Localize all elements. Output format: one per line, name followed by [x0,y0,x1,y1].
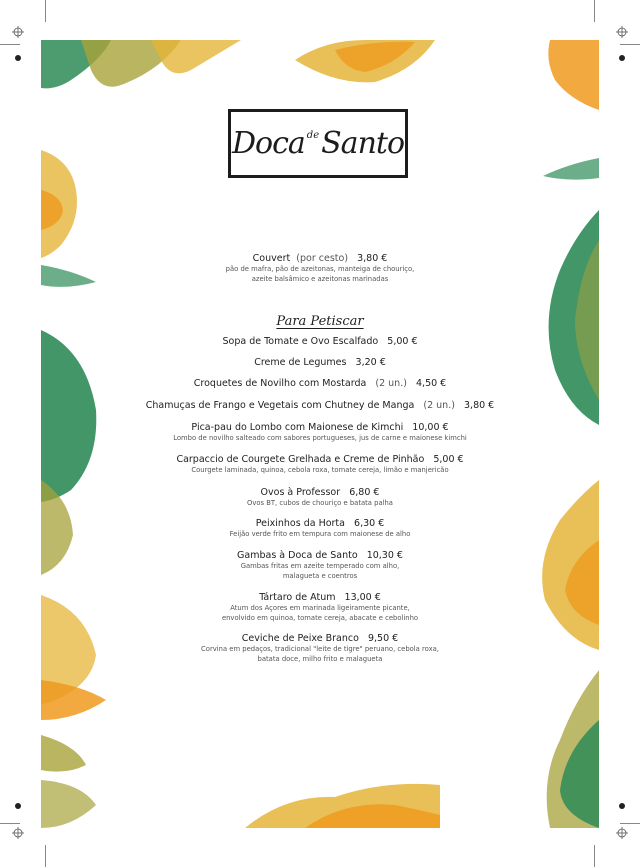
item-price: 9,50 € [367,633,399,644]
menu-item [120,550,520,581]
crop-mark [45,0,46,22]
item-note: (2 un.) [375,378,407,389]
crop-mark [594,845,595,867]
item-price: 3,80 € [464,400,495,411]
leaf-decoration-bottom-center [245,775,440,828]
item-name: Chamuças de Frango e Vegetais com Chutney de Manga [145,400,415,411]
item-name: Ovos à Professor [260,487,341,498]
logo-connector: de [306,130,320,141]
menu-item [120,422,520,443]
item-price: 6,30 € [354,518,385,529]
item-description: Courgete laminada, quinoa, cebola roxa, tomate cereja, limão e manjericão [191,466,449,474]
item-price: 5,00 € [433,454,464,465]
menu-item [120,487,520,508]
item-description: malagueta e coentros [282,572,358,580]
menu-item [120,400,520,411]
item-description: Ovos BT, cubos de chouriço e batata palha [247,499,393,507]
leaf-decoration-right-green [540,210,599,425]
couvert-item [120,253,520,284]
item-name: Gambas à Doca de Santo [237,550,358,561]
leaf-decoration-left-yellow [41,150,101,290]
item-price: 3,80 € [357,253,388,264]
menu-item [120,633,520,664]
leaf-decoration-top-left [41,40,241,95]
item-description: Atum dos Açores em marinada ligeiramente picante, [230,604,410,612]
item-description: Corvina em pedaços, tradicional "leite de tigre" peruano, cebola roxa, [201,645,439,653]
menu-item [120,336,520,347]
item-description: envolvido em quinoa, tomate cereja, abacate e cebolinho [221,614,419,622]
registration-mark-icon [616,827,628,839]
item-name: Creme de Legumes [254,357,347,368]
section-heading [120,310,520,329]
registration-dot-icon [14,54,22,62]
logo-word-doca: Doca [231,126,305,161]
crop-mark [0,823,20,824]
menu-item [120,592,520,623]
item-note: (2 un.) [423,400,455,411]
item-name: Ceviche de Peixe Branco [241,633,359,644]
item-description: pão de mafra, pão de azeitonas, manteiga de chouriço, [225,265,415,273]
crop-mark [45,845,46,867]
item-name: Tártaro de Atum [259,592,336,603]
registration-dot-icon [14,802,22,810]
item-price: 3,20 € [355,357,386,368]
item-name: Croquetes de Novilho com Mostarda [193,378,367,389]
menu-item [120,357,520,368]
registration-mark-icon [616,26,628,38]
crop-mark [620,823,640,824]
registration-dot-icon [618,54,626,62]
leaf-decoration-right-bottom [540,670,599,828]
registration-mark-icon [12,26,24,38]
crop-mark [620,44,640,45]
item-price: 4,50 € [416,378,447,389]
menu-item [120,518,520,539]
item-name: Carpaccio de Courgete Grelhada e Creme de Pinhão [176,454,425,465]
leaf-decoration-right-small [543,158,599,182]
leaf-decoration-left-bottom [41,595,111,828]
item-description: batata doce, milho frito e malagueta [257,655,383,663]
item-price: 6,80 € [349,487,380,498]
item-description: azeite balsâmico e azeitonas marinadas [251,275,389,283]
item-price: 10,00 € [412,422,449,433]
item-name: Pica-pau do Lombo com Maionese de Kimchi [191,422,404,433]
item-price: 10,30 € [366,550,403,561]
registration-mark-icon [12,827,24,839]
item-note: (por cesto) [296,253,349,264]
registration-dot-icon [618,802,626,810]
leaf-decoration-top-center [295,40,435,85]
restaurant-logo [228,109,408,178]
leaf-decoration-right-orange [535,480,599,650]
leaf-decoration-top-right [540,40,599,110]
leaf-decoration-left-green [41,330,101,575]
menu-item [120,454,520,475]
item-price: 13,00 € [344,592,381,603]
crop-mark [0,44,20,45]
logo-word-santo: Santo [321,126,405,161]
menu-item [120,378,520,389]
item-description: Lombo de novilho salteado com sabores portugueses, jus de carne e maionese kimchi [173,434,467,442]
crop-mark [594,0,595,22]
item-name: Couvert [252,253,291,264]
item-name: Peixinhos da Horta [255,518,345,529]
item-description: Gambas fritas em azeite temperado com alho, [240,562,400,570]
item-price: 5,00 € [387,336,418,347]
item-description: Feijão verde frito em tempura com maionese de alho [229,530,411,538]
item-name: Sopa de Tomate e Ovo Escalfado [222,336,379,347]
section-title: Para Petiscar [276,314,364,329]
